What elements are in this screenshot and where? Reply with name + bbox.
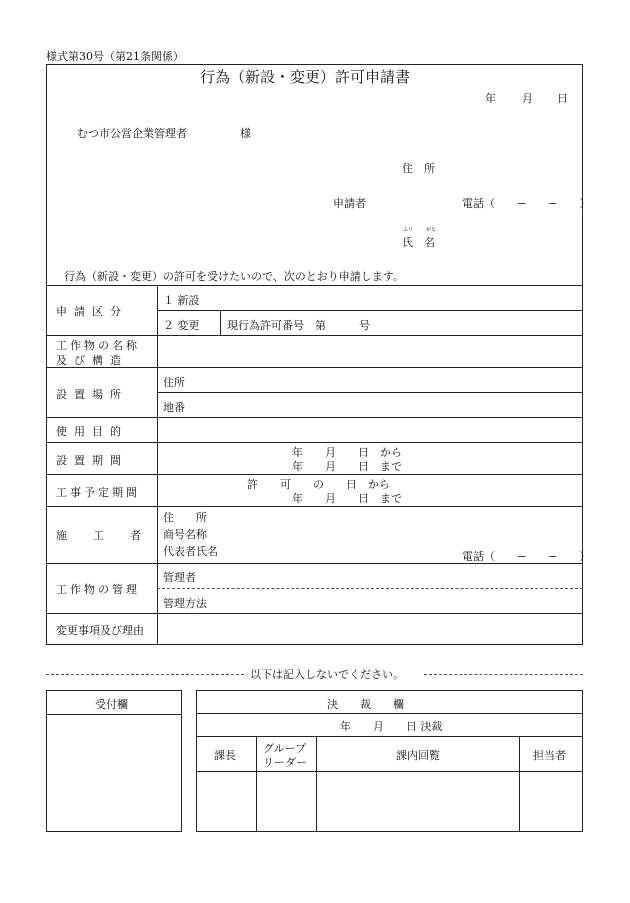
group-leader-label-2: リーダー <box>263 756 307 769</box>
decision-divider <box>196 736 583 737</box>
category-label: 申請区分 <box>56 305 128 318</box>
installation-period-label: 設置期間 <box>56 454 128 467</box>
current-permit-number: 現行為許可番号 第 号 <box>227 319 370 332</box>
row-divider <box>46 474 583 475</box>
contractor-representative: 代表者氏名 <box>163 545 218 558</box>
internal-circulation-label: 課内回覧 <box>396 749 440 762</box>
period-from: 年 月 日 から <box>292 446 402 459</box>
contractor-trade-name: 商号名称 <box>163 528 207 541</box>
honorific: 様 <box>240 127 251 140</box>
row-divider <box>157 392 583 393</box>
name-ruby-2: がな <box>426 227 437 233</box>
structure-label-1: 工作物の名称 <box>56 339 140 352</box>
cell-divider <box>220 310 221 335</box>
name-ruby-1: ふり <box>403 227 414 233</box>
office-use-note: 以下は記入しないでください。 <box>250 668 404 681</box>
addressee: むつ市公営企業管理者 <box>77 127 187 140</box>
row-divider <box>46 613 583 614</box>
row-divider <box>46 367 583 368</box>
intro-text: 行為（新設・変更）の許可を受けたいので、次のとおり申請します。 <box>64 270 404 283</box>
location-lot: 地番 <box>163 401 185 414</box>
group-leader-label-1: グループ <box>263 742 307 755</box>
decision-column-divider <box>256 736 257 832</box>
date-day: 日 <box>557 92 568 105</box>
category-change: ２ 変更 <box>163 319 200 332</box>
date-month: 月 <box>522 92 533 105</box>
decision-column-divider <box>519 736 520 832</box>
office-use-divider-right <box>424 674 583 675</box>
construction-from: 許 可 の 日 から <box>247 478 390 491</box>
decision-divider <box>196 771 583 772</box>
location-label: 設置場所 <box>56 388 128 401</box>
management-label: 工作物の管理 <box>56 583 140 596</box>
structure-label-2: 及び構造 <box>56 354 128 367</box>
decision-title: 決 裁 欄 <box>327 698 404 711</box>
management-dashed-divider <box>157 588 583 589</box>
contractor-label-text: 施工者 <box>56 529 167 542</box>
decision-divider <box>196 713 583 714</box>
applicant-phone: 電話（ − − ） <box>462 197 591 210</box>
row-divider <box>46 417 583 418</box>
change-reason-label: 変更事項及び理由 <box>56 624 144 637</box>
decision-date: 年 月 日 決裁 <box>340 720 443 733</box>
manager: 管理者 <box>163 571 196 584</box>
reception-header-divider <box>46 714 182 715</box>
applicant-name-label: 氏 名 <box>402 236 435 249</box>
section-chief-label: 課長 <box>214 749 236 762</box>
decision-column-divider <box>316 736 317 832</box>
category-new: １ 新設 <box>163 294 200 307</box>
form-title: 行為（新設・変更）許可申請書 <box>200 68 411 86</box>
label-column-divider <box>157 285 158 645</box>
row-divider <box>46 335 583 336</box>
contractor-phone: 電話（ − − ） <box>462 550 591 563</box>
period-to: 年 月 日 まで <box>292 460 402 473</box>
applicant-label: 申請者 <box>333 197 366 210</box>
form-number: 様式第30号（第21条関係） <box>46 50 184 63</box>
row-divider <box>46 506 583 507</box>
row-divider <box>46 285 583 286</box>
office-use-divider-left <box>46 674 244 675</box>
contractor-label <box>56 527 167 543</box>
row-divider <box>46 442 583 443</box>
contractor-address: 住 所 <box>163 511 207 524</box>
construction-period-label: 工事予定期間 <box>56 486 140 499</box>
date-year: 年 <box>485 92 496 105</box>
construction-to: 年 月 日 まで <box>292 492 402 505</box>
person-in-charge-label: 担当者 <box>533 749 566 762</box>
management-method: 管理方法 <box>163 597 207 610</box>
applicant-address-label: 住 所 <box>402 162 435 175</box>
reception-label: 受付欄 <box>95 698 128 711</box>
row-divider <box>46 563 583 564</box>
purpose-label: 使用目的 <box>56 425 128 438</box>
location-address: 住所 <box>163 376 185 389</box>
